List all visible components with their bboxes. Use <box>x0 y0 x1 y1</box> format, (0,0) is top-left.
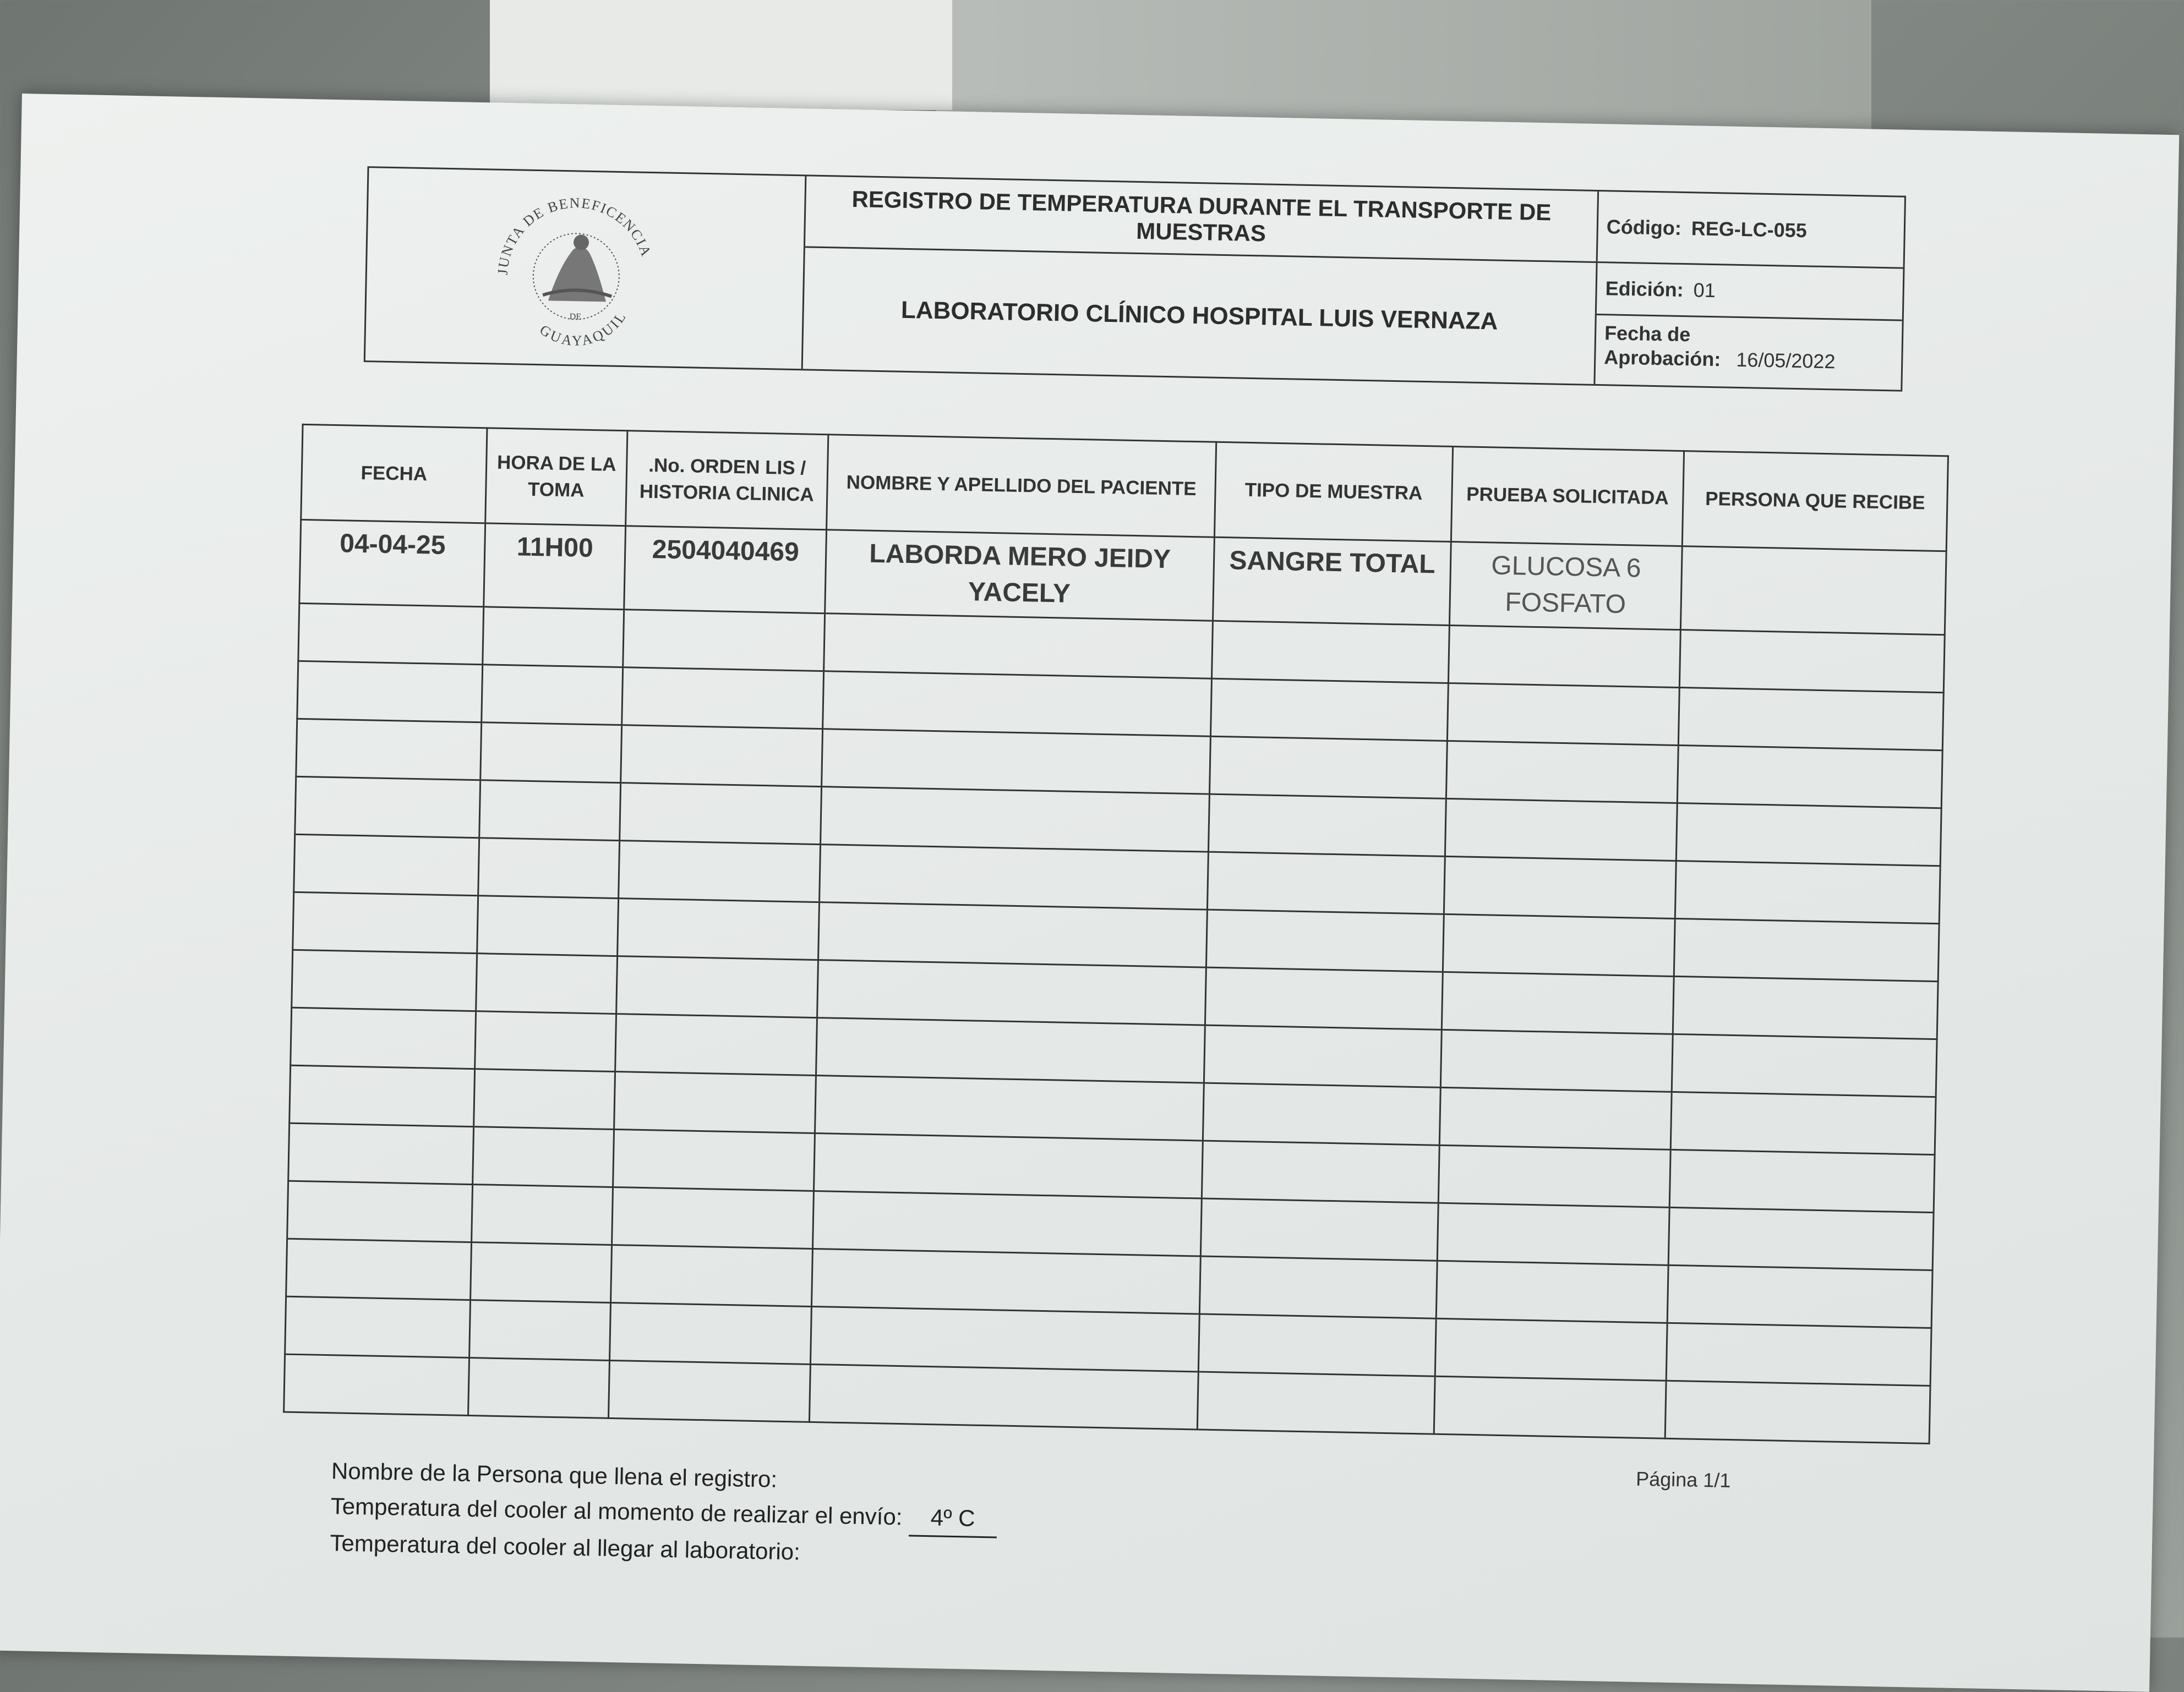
empty-table-cell <box>811 1249 1200 1314</box>
form-sheet <box>0 94 2179 1692</box>
background-paper-sheet <box>490 0 952 110</box>
empty-table-cell <box>1679 630 1945 693</box>
table-cell: SANGRE TOTAL <box>1213 537 1451 625</box>
empty-table-cell <box>1669 1149 1935 1212</box>
empty-table-cell <box>483 607 624 667</box>
empty-table-cell <box>816 1018 1205 1083</box>
empty-table-cell <box>294 834 479 895</box>
empty-table-cell <box>1676 803 1941 866</box>
seal-text-bottom: GUAYAQUIL <box>537 308 630 349</box>
empty-table-cell <box>290 1065 475 1126</box>
empty-table-cell <box>1446 741 1678 803</box>
empty-table-cell <box>1211 621 1449 683</box>
empty-table-cell <box>1205 967 1443 1030</box>
empty-table-cell <box>810 1306 1199 1372</box>
form-title: REGISTRO DE TEMPERATURA DURANTE EL TRANSPORTE DE MUESTRAS <box>805 176 1599 263</box>
empty-table-cell <box>285 1296 471 1357</box>
empty-table-cell <box>295 776 481 837</box>
empty-table-cell <box>1443 914 1675 976</box>
empty-table-cell <box>474 1069 615 1130</box>
empty-table-cell <box>1199 1256 1437 1318</box>
empty-table-cell <box>1206 910 1444 972</box>
empty-table-cell <box>609 1302 811 1364</box>
column-header: TIPO DE MUESTRA <box>1214 442 1453 541</box>
seal-text-top: JUNTA DE BENEFICENCIA <box>494 195 655 276</box>
empty-table-cell <box>1210 678 1448 741</box>
empty-table-cell <box>619 841 821 902</box>
empty-table-cell <box>475 1011 616 1072</box>
empty-table-cell <box>1197 1372 1435 1434</box>
empty-table-cell <box>284 1354 469 1415</box>
empty-table-cell <box>1203 1083 1440 1145</box>
form-header <box>364 166 1906 392</box>
empty-table-cell <box>1200 1198 1438 1261</box>
empty-table-cell <box>809 1364 1198 1430</box>
empty-table-cell <box>817 960 1206 1026</box>
fecha-label-1: Fecha de <box>1604 321 1691 346</box>
empty-table-cell <box>824 614 1213 679</box>
table-cell: 2504040469 <box>624 526 827 614</box>
fecha-aprobacion-field <box>1595 315 1902 390</box>
column-header: .No. ORDEN LIS / HISTORIA CLINICA <box>626 431 828 530</box>
empty-table-cell <box>298 603 484 664</box>
form-footer <box>330 1453 998 1573</box>
empty-table-cell <box>1447 683 1679 745</box>
empty-table-cell <box>1667 1265 1932 1328</box>
empty-table-cell <box>481 722 622 783</box>
table-cell <box>1680 546 1946 635</box>
empty-table-cell <box>622 667 824 729</box>
empty-table-cell <box>476 954 618 1014</box>
empty-table-cell <box>823 671 1212 737</box>
empty-table-cell <box>616 956 818 1018</box>
empty-table-cell <box>297 661 483 722</box>
column-header: NOMBRE Y APELLIDO DEL PACIENTE <box>827 435 1216 538</box>
empty-table-cell <box>611 1245 813 1306</box>
empty-table-cell <box>478 838 620 899</box>
empty-table-cell <box>1674 918 1939 981</box>
empty-table-cell <box>821 787 1210 852</box>
empty-table-cell <box>620 783 822 845</box>
empty-table-cell <box>291 1007 476 1069</box>
empty-table-cell <box>288 1123 474 1184</box>
empty-table-cell <box>815 1076 1204 1141</box>
empty-table-cell <box>1672 1034 1937 1097</box>
column-header: FECHA <box>301 424 487 523</box>
junta-beneficencia-seal-icon <box>481 181 671 349</box>
codigo-field <box>1598 191 1904 269</box>
empty-table-cell <box>1208 794 1446 856</box>
empty-table-cell <box>1202 1141 1439 1203</box>
empty-table-cell <box>1209 736 1447 798</box>
seal-text-de: DE <box>569 312 582 322</box>
edicion-field <box>1597 263 1903 321</box>
empty-table-cell <box>468 1358 610 1419</box>
registro-table <box>283 424 1949 1444</box>
empty-table-cell <box>608 1360 810 1422</box>
logo-cell <box>365 168 807 369</box>
codigo-label: Código: <box>1606 215 1682 239</box>
empty-table-cell <box>287 1181 473 1242</box>
table-cell: LABORDA MERO JEIDY YACELY <box>825 530 1215 621</box>
empty-table-cell <box>482 665 623 725</box>
empty-table-cell <box>818 902 1208 968</box>
temp-envio-label: Temperatura del cooler al momento de realizar el envío: <box>330 1493 903 1530</box>
empty-table-cell <box>621 725 823 787</box>
empty-table-cell <box>1673 976 1938 1039</box>
table-cell: 04-04-25 <box>299 519 485 606</box>
fecha-label-2: Aprobación: <box>1603 346 1721 371</box>
empty-table-cell <box>292 950 477 1011</box>
empty-table-cell <box>1448 625 1680 687</box>
empty-table-cell <box>471 1242 612 1303</box>
empty-table-cell <box>1665 1381 1930 1443</box>
empty-table-cell <box>1438 1145 1670 1207</box>
empty-table-cell <box>618 899 820 960</box>
empty-table-cell <box>614 1072 816 1134</box>
temp-llegada-label: Temperatura del cooler al llegar al laboratorio: <box>330 1530 801 1565</box>
empty-table-cell <box>623 610 825 671</box>
empty-table-cell <box>469 1300 611 1361</box>
edicion-label: Edición: <box>1605 277 1684 302</box>
empty-table-cell <box>1442 972 1674 1034</box>
column-header: HORA DE LA TOMA <box>485 428 627 526</box>
empty-table-cell <box>612 1187 814 1249</box>
column-header: PERSONA QUE RECIBE <box>1682 451 1948 551</box>
empty-table-cell <box>1666 1323 1931 1386</box>
lab-name: LABORATORIO CLÍNICO HOSPITAL LUIS VERNAZA <box>803 248 1598 384</box>
empty-table-cell <box>820 845 1209 910</box>
empty-table-cell <box>479 780 621 841</box>
empty-table-cell <box>472 1185 613 1245</box>
persona-llena-label: Nombre de la Persona que llena el registro: <box>331 1458 778 1492</box>
empty-table-cell <box>1207 852 1445 914</box>
fecha-value: 16/05/2022 <box>1735 348 1836 373</box>
table-cell: GLUCOSA 6 FOSFATO <box>1449 541 1682 629</box>
column-header: PRUEBA SOLICITADA <box>1451 447 1684 546</box>
empty-table-cell <box>1668 1207 1934 1270</box>
empty-table-cell <box>1435 1318 1667 1381</box>
codigo-value: REG-LC-055 <box>1691 216 1808 242</box>
empty-table-cell <box>1445 798 1677 861</box>
empty-table-cell <box>1675 861 1940 923</box>
empty-table-cell <box>615 1014 817 1076</box>
empty-table-cell <box>822 729 1211 795</box>
empty-table-cell <box>1437 1203 1669 1265</box>
empty-table-cell <box>812 1191 1202 1256</box>
empty-table-cell <box>473 1127 614 1187</box>
empty-table-cell <box>1678 688 1943 751</box>
empty-table-cell <box>1434 1376 1666 1438</box>
empty-table-cell <box>477 896 619 956</box>
empty-table-cell <box>1670 1092 1936 1154</box>
empty-table-cell <box>613 1129 815 1191</box>
empty-table-cell <box>1436 1261 1668 1323</box>
svg-text:GUAYAQUIL <box>537 306 630 350</box>
empty-table-cell <box>1677 745 1942 808</box>
table-cell: 11H00 <box>484 523 626 610</box>
empty-table-cell <box>293 892 478 953</box>
empty-table-cell <box>1444 856 1676 918</box>
empty-table-cell <box>1439 1087 1672 1149</box>
temp-envio-value: 4º C <box>909 1499 997 1538</box>
empty-table-cell <box>1204 1025 1442 1087</box>
page-number: Página 1/1 <box>1635 1467 1731 1492</box>
empty-table-cell <box>286 1239 472 1300</box>
edicion-value: 01 <box>1693 278 1716 302</box>
empty-table-cell <box>1440 1030 1673 1092</box>
empty-table-cell <box>813 1134 1203 1199</box>
empty-table-cell <box>296 719 482 780</box>
empty-table-cell <box>1198 1314 1436 1376</box>
